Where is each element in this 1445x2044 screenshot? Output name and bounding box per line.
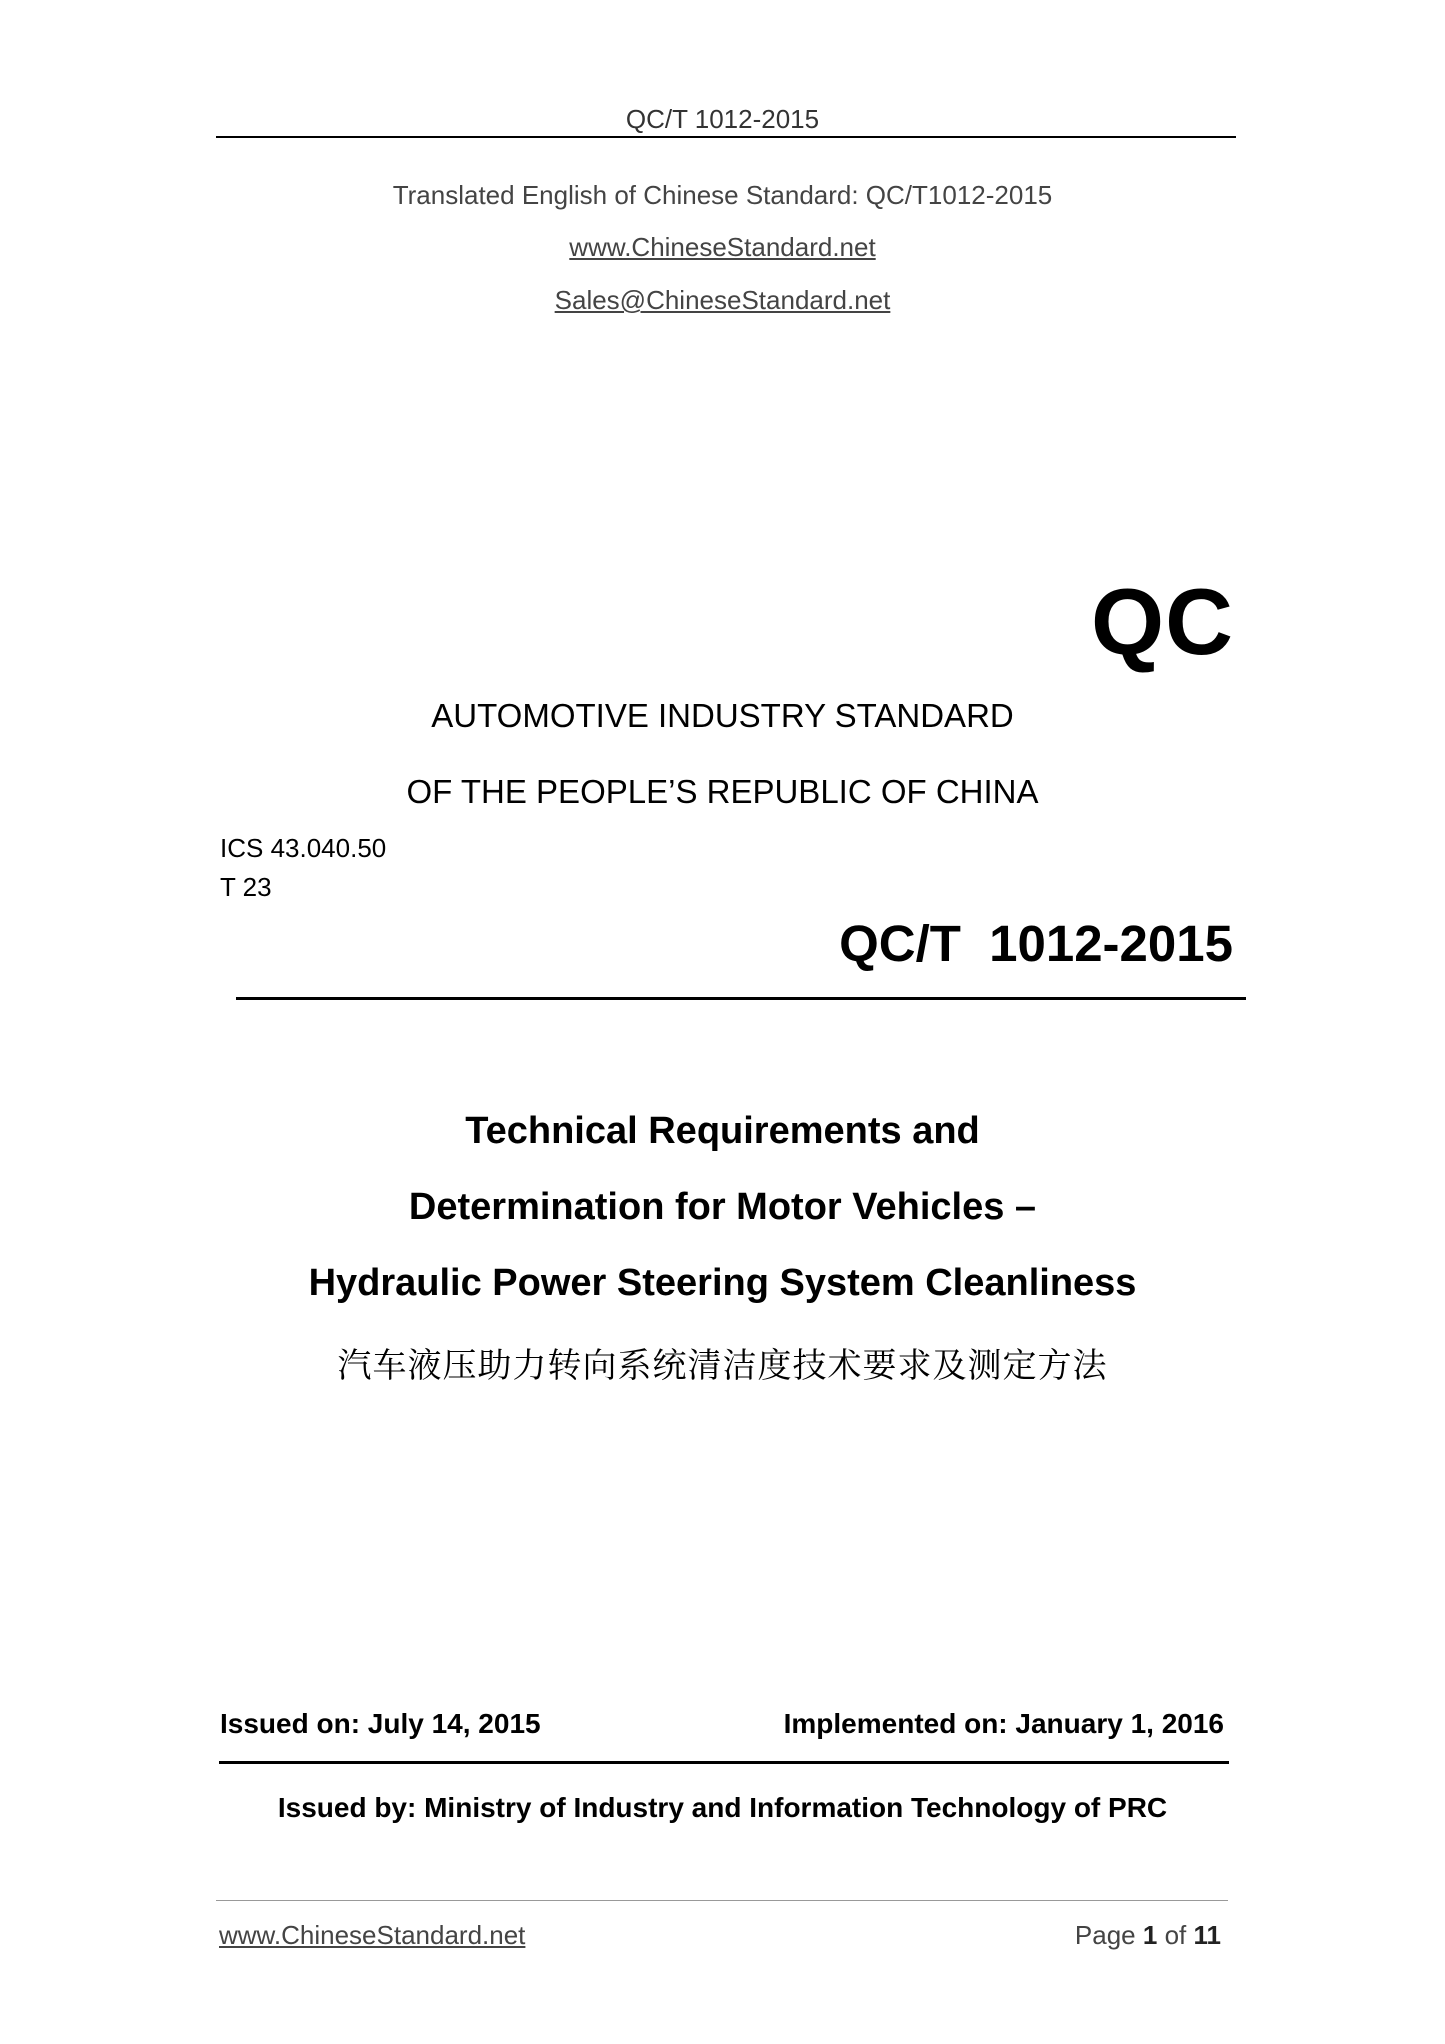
page-current: 1	[1142, 1920, 1158, 1950]
email-link[interactable]: Sales@ChineseStandard.net	[554, 285, 891, 315]
title-line-3: Hydraulic Power Steering System Cleanliness	[308, 1262, 1137, 1304]
website-link-row	[0, 232, 1445, 263]
title-line-2: Determination for Motor Vehicles –	[408, 1186, 1037, 1228]
chinese-title: 汽车液压助力转向系统清洁度技术要求及测定方法	[337, 1346, 1108, 1386]
page-total: 11	[1193, 1920, 1221, 1950]
classification-code: T 23	[220, 872, 272, 902]
website-link[interactable]: www.ChineseStandard.net	[569, 232, 876, 262]
footer-website-link[interactable]: www.ChineseStandard.net	[219, 1920, 526, 1950]
page-indicator	[1075, 1920, 1221, 1951]
translation-notice: Translated English of Chinese Standard: QC/T1012-2015	[392, 180, 1053, 210]
dates-divider	[219, 1761, 1229, 1764]
implemented-on-date: Implemented on: January 1, 2016	[783, 1708, 1224, 1739]
qc-mark: QC	[1091, 569, 1234, 674]
issued-on-date: Issued on: July 14, 2015	[220, 1708, 541, 1739]
footer-divider	[216, 1900, 1228, 1901]
page-of: of	[1164, 1920, 1187, 1950]
header-standard-code: QC/T 1012-2015	[625, 104, 820, 134]
standard-divider	[236, 997, 1246, 1000]
email-link-row	[0, 285, 1445, 316]
authority-line-2: OF THE PEOPLE’S REPUBLIC OF CHINA	[406, 773, 1039, 810]
header-divider	[216, 136, 1236, 138]
page-label: Page	[1074, 1920, 1136, 1950]
ics-code: ICS 43.040.50	[220, 833, 387, 863]
issuing-authority: Issued by: Ministry of Industry and Information Technology of PRC	[277, 1792, 1168, 1823]
title-line-1: Technical Requirements and	[465, 1110, 980, 1152]
authority-line-1: AUTOMOTIVE INDUSTRY STANDARD	[431, 697, 1014, 734]
standard-number: QC/T 1012-2015	[839, 915, 1233, 972]
